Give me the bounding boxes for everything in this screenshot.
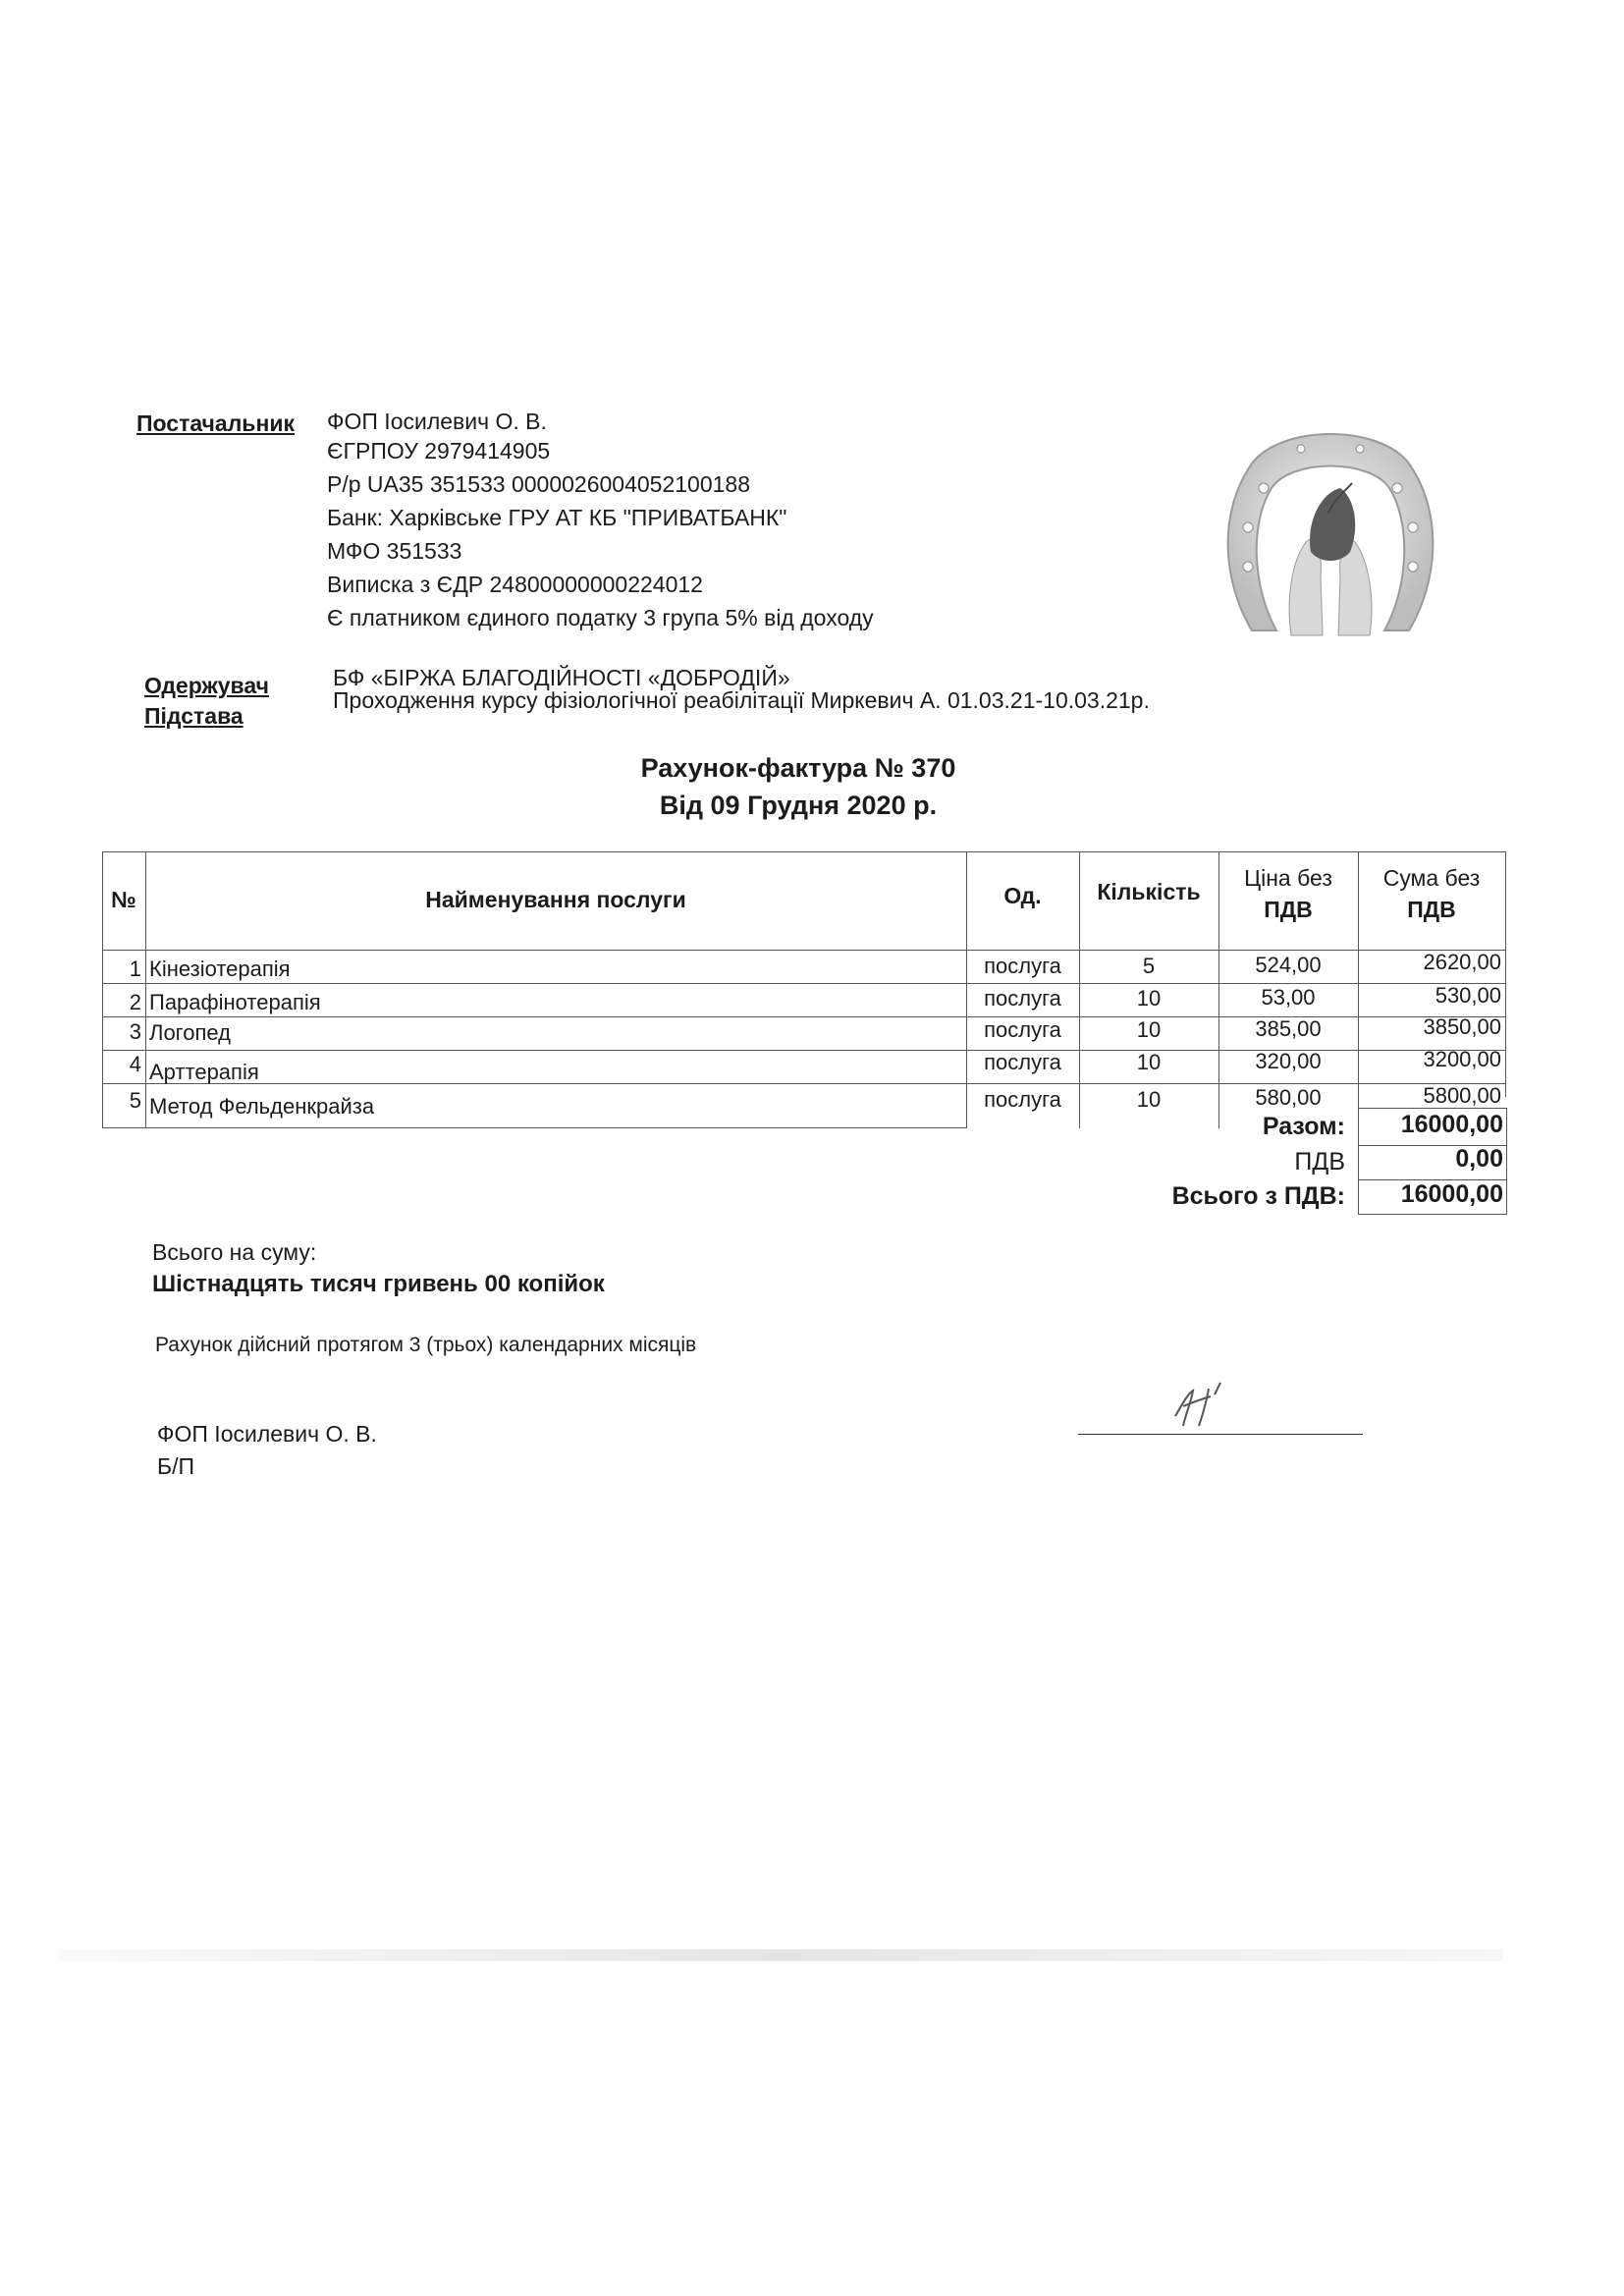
service-name: Логопед xyxy=(149,1020,231,1045)
row-number: 5 xyxy=(129,1088,141,1113)
service-unit: послуга xyxy=(984,986,1061,1011)
basis-label: Підстава xyxy=(144,703,244,729)
logo-graphic xyxy=(1213,405,1448,650)
service-unit: послуга xyxy=(984,954,1061,978)
header-price-line1: Ціна без xyxy=(1244,865,1332,891)
supplier-label: Постачальник xyxy=(136,410,295,436)
recipient-label: Одержувач xyxy=(144,673,269,698)
service-name: Парафінотерапія xyxy=(149,990,321,1014)
recipient-value: БФ «БІРЖА БЛАГОДІЙНОСТІ «ДОБРОДІЙ» xyxy=(333,665,790,690)
header-qty: Кількість xyxy=(1097,879,1201,904)
subtotal-label: Разом: xyxy=(1262,1113,1345,1140)
table-header-divider xyxy=(102,950,1506,951)
scan-shadow xyxy=(59,1949,1502,1961)
service-sum: 3200,00 xyxy=(1423,1047,1501,1071)
service-unit: послуга xyxy=(984,1087,1061,1112)
amount-words-value: Шістнадцять тисяч гривень 00 копійок xyxy=(152,1271,605,1297)
row-divider xyxy=(102,983,1506,984)
services-table xyxy=(102,851,1506,1128)
header-sum-line1: Сума без xyxy=(1382,865,1481,891)
service-unit: послуга xyxy=(984,1050,1061,1074)
header-price-line2: ПДВ xyxy=(1264,897,1313,922)
table-border-top xyxy=(102,851,1506,852)
totals-border xyxy=(1358,1108,1359,1215)
supplier-bank: Банк: Харківське ГРУ АТ КБ "ПРИВАТБАНК" xyxy=(327,505,787,530)
service-qty: 10 xyxy=(1136,1050,1162,1074)
service-price: 524,00 xyxy=(1255,953,1322,977)
service-name: Метод Фельденкрайза xyxy=(149,1094,375,1119)
row-number: 2 xyxy=(129,990,141,1014)
total-value: 16000,00 xyxy=(1400,1180,1503,1208)
col-divider xyxy=(1505,851,1506,1097)
header-name: Найменування послуги xyxy=(425,887,686,912)
signatory-name: ФОП Іосилевич О. В. xyxy=(157,1421,377,1447)
total-label: Всього з ПДВ: xyxy=(1171,1182,1345,1210)
table-border-bottom xyxy=(102,1127,966,1128)
horseshoe-hands-logo xyxy=(1213,405,1448,650)
header-unit: Од. xyxy=(1003,883,1042,908)
supplier-mfo: МФО 351533 xyxy=(327,538,462,564)
invoice-date: Від 09 Грудня 2020 р. xyxy=(659,791,938,820)
totals-border xyxy=(1358,1108,1507,1109)
supplier-tax-status: Є платником єдиного податку 3 група 5% від доходу xyxy=(327,605,874,630)
amount-words-label: Всього на суму: xyxy=(152,1239,317,1265)
service-qty: 5 xyxy=(1142,954,1156,978)
service-qty: 10 xyxy=(1136,1017,1162,1042)
header-sum-line2: ПДВ xyxy=(1407,897,1456,922)
row-number: 1 xyxy=(129,957,141,981)
supplier-details xyxy=(327,405,874,634)
row-number: 3 xyxy=(129,1019,141,1044)
supplier-account: Р/р UA35 351533 0000026004052100188 xyxy=(327,471,751,497)
service-price: 580,00 xyxy=(1255,1085,1322,1110)
supplier-edr-extract: Виписка з ЄДР 24800000000224012 xyxy=(327,572,703,597)
validity-note: Рахунок дійсний протягом 3 (трьох) календарних місяців xyxy=(155,1334,697,1356)
service-sum: 530,00 xyxy=(1435,983,1501,1008)
service-unit: послуга xyxy=(984,1017,1061,1042)
vat-value: 0,00 xyxy=(1455,1145,1503,1173)
invoice-title: Рахунок-фактура № 370 xyxy=(640,753,956,783)
header-no: № xyxy=(111,887,136,912)
service-sum: 2620,00 xyxy=(1423,950,1501,974)
service-sum: 5800,00 xyxy=(1423,1083,1501,1108)
vat-label: ПДВ xyxy=(1294,1148,1345,1175)
basis-value: Проходження курсу фізіологічної реабілітації Миркевич А. 01.03.21-10.03.21р. xyxy=(333,687,1150,713)
service-price: 385,00 xyxy=(1255,1016,1322,1041)
row-divider xyxy=(102,1083,1506,1084)
handwritten-signature xyxy=(1164,1377,1242,1436)
service-price: 320,00 xyxy=(1255,1049,1322,1073)
service-name: Арттерапія xyxy=(149,1060,259,1084)
service-qty: 10 xyxy=(1136,1087,1162,1112)
service-name: Кінезіотерапія xyxy=(149,957,291,981)
supplier-edrpou: ЄГРПОУ 2979414905 xyxy=(327,438,551,464)
totals-border xyxy=(1358,1214,1507,1215)
row-number: 4 xyxy=(129,1052,141,1076)
service-sum: 3850,00 xyxy=(1423,1014,1501,1039)
totals-border xyxy=(1506,1108,1507,1215)
subtotal-value: 16000,00 xyxy=(1400,1111,1503,1138)
service-price: 53,00 xyxy=(1261,985,1316,1010)
service-qty: 10 xyxy=(1136,986,1162,1011)
supplier-name: ФОП Іосилевич О. В. xyxy=(327,409,547,434)
signatory-note: Б/П xyxy=(157,1453,195,1479)
